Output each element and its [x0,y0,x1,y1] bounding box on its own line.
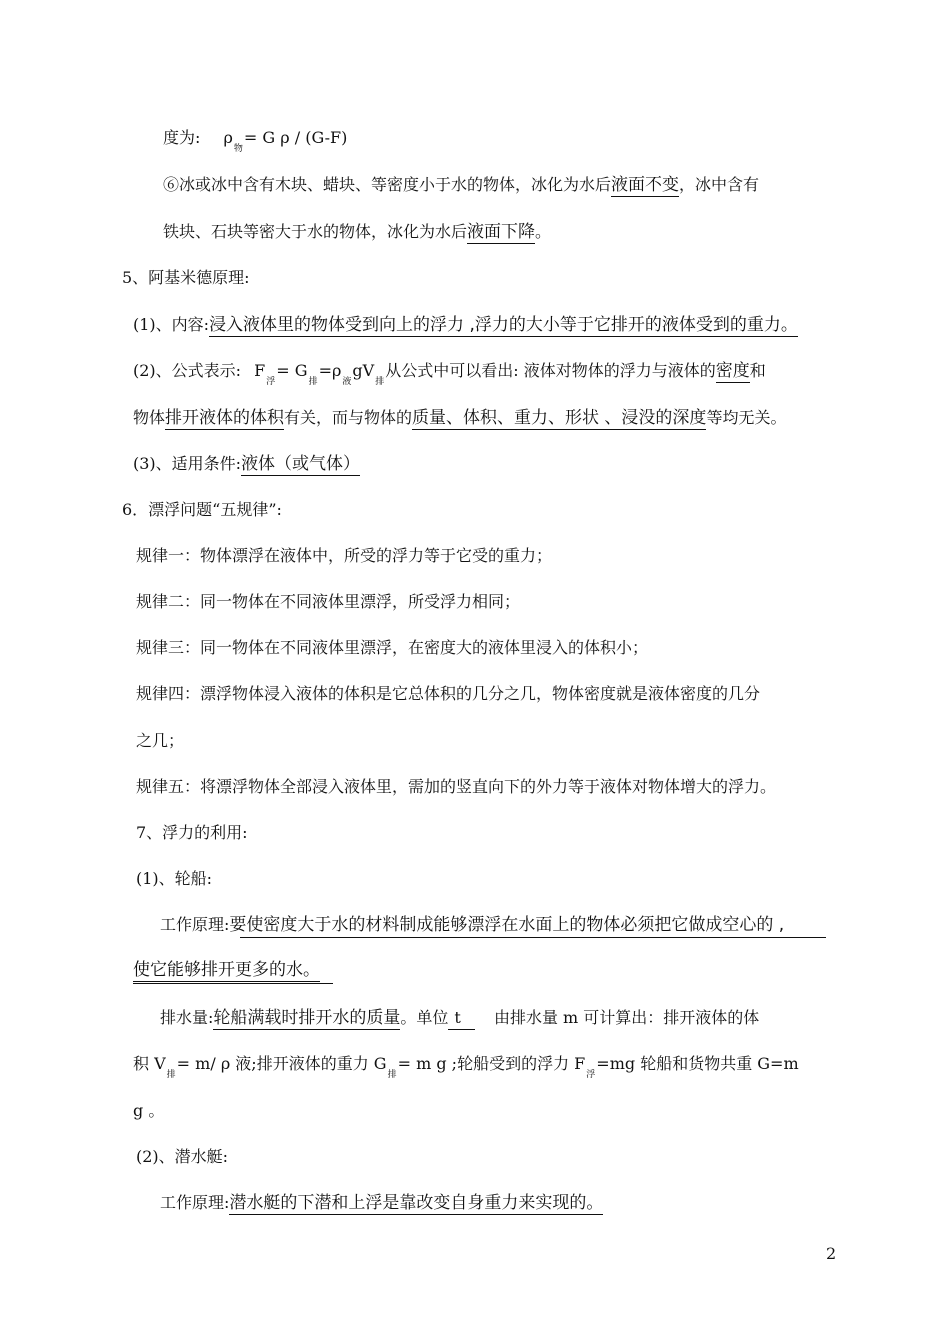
displacement-formula-line: 积 $V_排= m/$ ρ 液;排开液体的重力 $G_排= m$ g ;轮船受到的浮力 $F_浮=mg$ 轮船和货物共重 G=m [133,1054,799,1080]
unit-blank: t [448,1007,474,1030]
submarine-principle: 工作原理:潜水艇的下潜和上浮是靠改变自身重力来实现的。 [160,1193,604,1213]
answer-density: 密度 [715,361,750,381]
answer-liquid-level-unchanged: 液面不变 [611,175,680,195]
displacement-line: 排水量:轮船满载时排开水的质量。单位 t 由排水量 m 可计算出：排开液体的体 [160,1008,760,1028]
section-5-heading: 5、阿基米德原理: [122,268,250,287]
rule-4: 规律四：漂浮物体浸入液体的体积是它总体积的几分之几，物体密度就是液体密度的几分 [136,684,761,703]
submarine-heading: (2)、潜水艇: [136,1147,229,1166]
section-5-formula: (2)、公式表示: $F_浮= G_排=\rho_液gV_排$从公式中可以看出: 液体对物体的浮力与液体的密度和 [133,361,766,387]
section-5-conditions: (3)、适用条件:液体（或气体） [133,454,361,474]
answer-ship-principle: 要使密度大于水的材料制成能够漂浮在水面上的物体必须把它做成空心的 , [229,915,785,935]
answer-irrelevant-factors: 质量、体积、重力、形状 、浸没的深度 [412,408,707,428]
rule-1: 规律一：物体漂浮在液体中，所受的浮力等于它受的重力； [136,546,553,565]
ship-principle-line-1: 工作原理:要使密度大于水的材料制成能够漂浮在水面上的物体必须把它做成空心的 , [160,915,785,935]
ship-principle-underline [240,937,826,938]
rule-5: 规律五：将漂浮物体全部浸入液体里，需加的竖直向下的外力等于液体对物体增大的浮力。 [136,777,777,796]
section-5-content: (1)、内容:浸入液体里的物体受到向上的浮力 ,浮力的大小等于它排开的液体受到的重力。 [133,315,798,335]
answer-submarine-principle: 潜水艇的下潜和上浮是靠改变自身重力来实现的。 [229,1193,604,1213]
page-number: 2 [826,1244,837,1263]
ship-principle-underline-2 [133,983,333,984]
answer-liquid-level-drops: 液面下降 [467,222,536,242]
section-5-formula-continued: 物体排开液体的体积有关，而与物体的质量、体积、重力、形状 、浸没的深度等均无关。 [133,408,787,428]
answer-archimedes-content: 浸入液体里的物体受到向上的浮力 ,浮力的大小等于它排开的液体受到的重力。 [209,315,798,335]
rule-3: 规律三：同一物体在不同液体里漂浮，在密度大的液体里浸入的体积小； [136,638,649,657]
ice-rule-line-1: ⑥冰或冰中含有木块、蜡块、等密度小于水的物体，冰化为水后液面不变，冰中含有 [163,175,760,195]
ship-heading: (1)、轮船: [136,869,213,888]
answer-ship-principle-continued: 使它能够排开更多的水。 [133,960,320,980]
ship-principle-line-2 [133,959,320,981]
answer-displaced-volume: 排开液体的体积 [165,408,285,428]
rule-2: 规律二：同一物体在不同液体里漂浮，所受浮力相同； [136,592,521,611]
ice-rule-line-2: 铁块、石块等密大于水的物体，冰化为水后液面下降。 [163,222,552,242]
answer-displacement: 轮船满载时排开水的质量 [213,1008,401,1028]
density-formula-line: 度为: $\rho_物= G$ ρ / (G-F) [163,128,348,154]
displacement-formula-end: g 。 [133,1101,165,1120]
section-7-heading: 7、浮力的利用: [136,823,248,842]
rule-4-continued: 之几； [136,731,185,750]
answer-applicable-conditions: 液体（或气体） [241,454,361,474]
section-6-heading: 6．漂浮问题“五规律”: [122,500,282,519]
